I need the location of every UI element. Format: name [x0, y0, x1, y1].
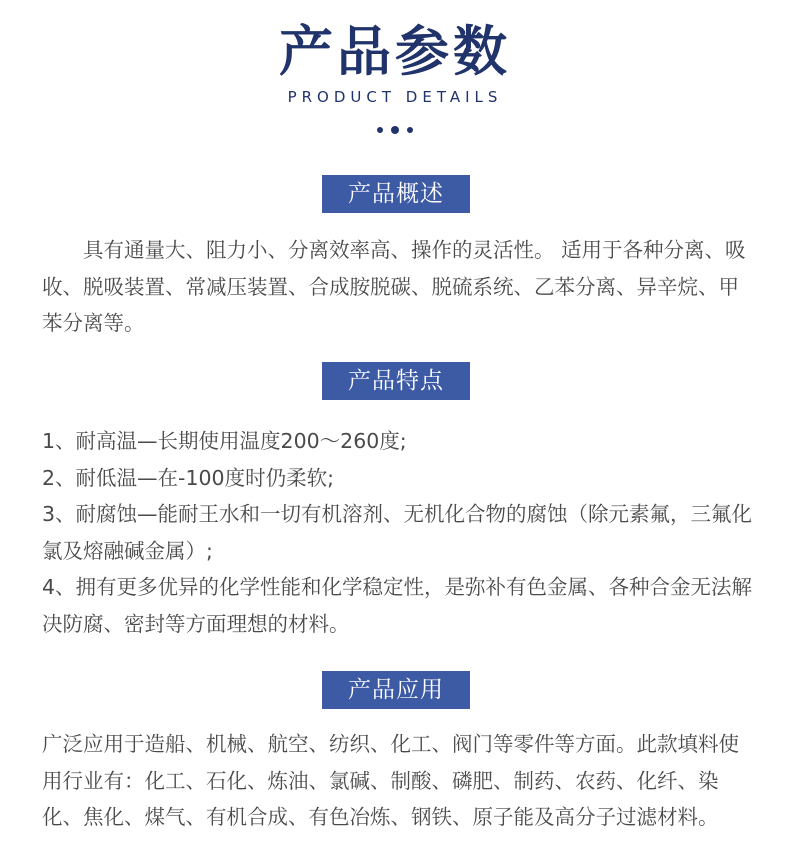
- application-text: 广泛应用于造船、机械、航空、纺织、化工、阀门等零件等方面。此款填料使用行业有：化工、石化、炼油、氯碱、制酸、磷肥、制药、农药、化纤、染化、焦化、煤气、有机合成、有色冶炼、钢铁、原子能及高分子过滤材料。: [42, 732, 739, 829]
- page-subtitle: PRODUCT DETAILS: [287, 88, 503, 106]
- dot-icon: [377, 127, 383, 133]
- section-title-overview: 产品概述: [322, 175, 470, 213]
- features-list: [42, 423, 754, 642]
- section-title-features: 产品特点: [322, 362, 470, 400]
- decorative-dots: [0, 126, 790, 134]
- overview-text: 具有通量大、阻力小、分离效率高、操作的灵活性。 适用于各种分离、吸收、脱吸装置、常减压装置、合成胺脱碳、脱硫系统、乙苯分离、异辛烷、甲苯分离等。: [42, 238, 746, 335]
- feature-item: 3、耐腐蚀—能耐王水和一切有机溶剂、无机化合物的腐蚀（除元素氟，三氟化氯及熔融碱金属）;: [42, 502, 753, 563]
- feature-item: 2、耐低温—在-100度时仍柔软;: [42, 465, 334, 490]
- dot-icon: [391, 126, 399, 134]
- page-title: 产品参数: [279, 20, 511, 83]
- dot-icon: [407, 127, 413, 133]
- feature-item: 4、拥有更多优异的化学性能和化学稳定性，是弥补有色金属、各种合金无法解决防腐、密封等方面理想的材料。: [42, 575, 753, 636]
- page-header: [0, 20, 790, 108]
- section-title-application: 产品应用: [322, 671, 470, 709]
- feature-item: 1、耐高温—长期使用温度200～260度;: [42, 429, 407, 453]
